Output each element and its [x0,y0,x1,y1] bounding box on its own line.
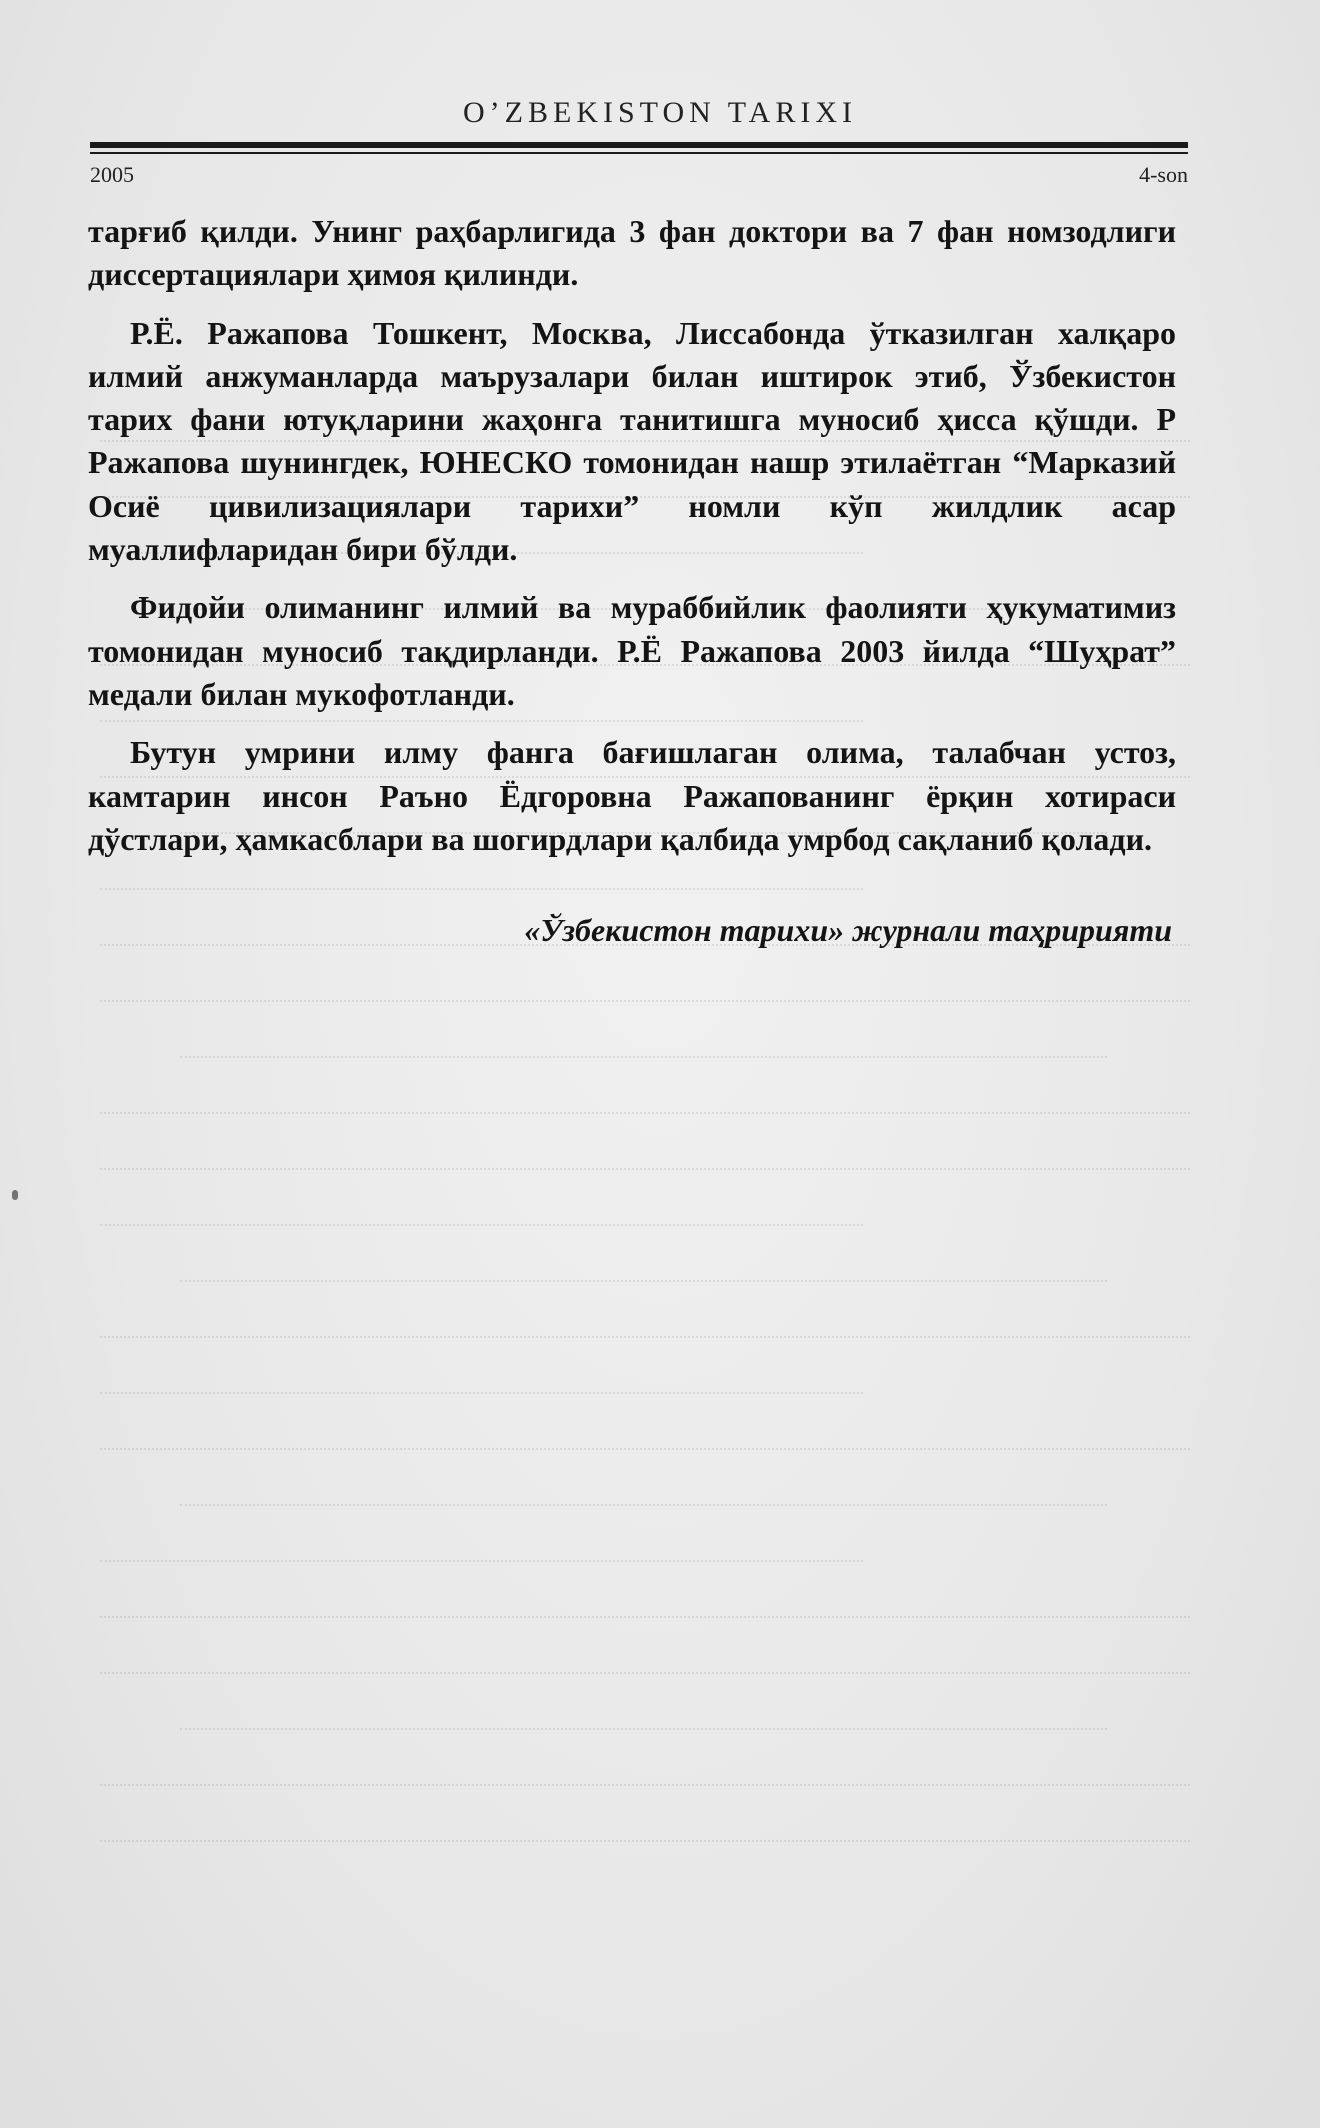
paragraph-3: Фидойи олиманинг илмий ва мураббийлик фаолияти ҳукуматимиз томонидан муносиб тақдирланди. Р.Ё Ражапова 2003 йилда “Шуҳрат” медали билан мукофотланди. [88,589,1176,712]
paragraph-1: тарғиб қилди. Унинг раҳбарлигида 3 фан доктори ва 7 фан номзодлиги диссертациялари ҳимоя қилинди. [88,213,1176,293]
header-rule-thick [90,142,1188,148]
scan-speck [12,1190,18,1200]
issue-year: 2005 [90,162,134,187]
editorial-signature: «Ўзбекистон тарихи» журнали таҳририяти [524,912,1172,948]
article-body [88,210,1176,876]
journal-title: O’ZBEKISTON TARIXI [463,96,857,129]
header-rule-thin [90,152,1188,154]
issue-number: 4-son [1139,162,1188,187]
paragraph-4: Бутун умрини илму фанга бағишлаган олима, талабчан устоз, камтарин инсон Раъно Ёдгоровна Ражапованинг ёрқин хотираси дўстлари, ҳамкасблари ва шогирдлари қалбида умрбод сақланиб қолади. [88,734,1176,857]
paragraph-2: Р.Ё. Ражапова Тошкент, Москва, Лиссабонда ўтказилган халқаро илмий анжуманларда маърузалари билан иштирок этиб, Ўзбекистон тарих фани ютуқларини жаҳонга танитишга муносиб ҳисса қўшди. Р Ражапова шунингдек, ЮНЕСКО томонидан нашр этилаётган “Марказий Осиё цивилизациялари тарихи” номли кўп жилдлик асар муаллифларидан бири бўлди. [88,314,1176,568]
